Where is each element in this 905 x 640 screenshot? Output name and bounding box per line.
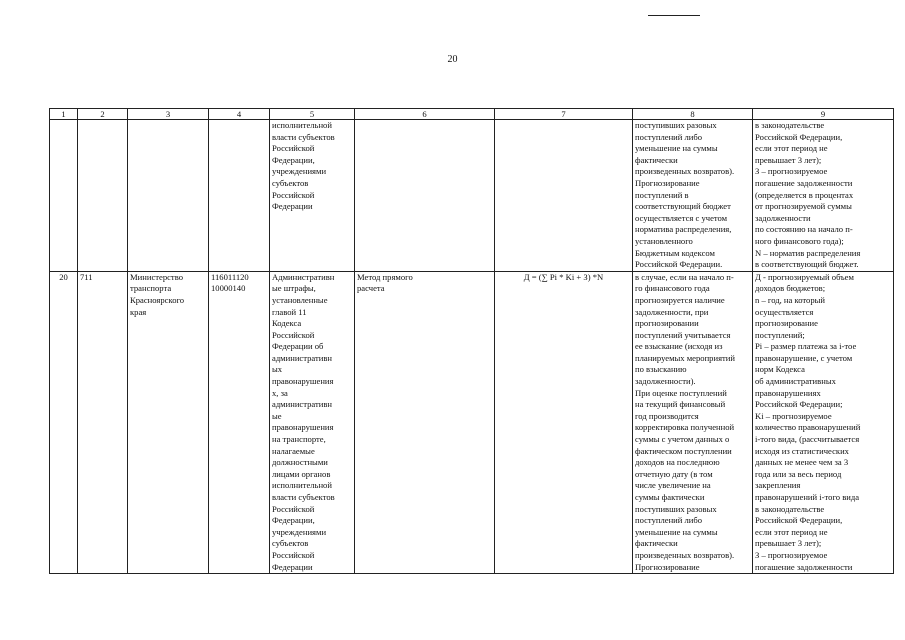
cell-kbk (209, 120, 270, 272)
cell-administrator (128, 120, 209, 272)
cell-income-name: исполнительной власти субъектов Российской Федерации, учреждениями субъектов Российской Федерации (270, 120, 355, 272)
column-header: 3 (128, 109, 209, 120)
cell-kbk: 116011120 10000140 (209, 271, 270, 573)
column-header: 8 (633, 109, 753, 120)
column-header: 6 (355, 109, 495, 120)
cell-income-name: Административн ые штрафы, установленные главой 11 Кодекса Российской Федерации об административн ых правонарушения х, за административн ые правонарушения на транспорте, налагаемые должностными лицами органов исполнительной власти субъектов Российской Федерации, учреждениями субъектов Российской Федерации (270, 271, 355, 573)
table-row (50, 271, 894, 573)
column-header: 4 (209, 109, 270, 120)
cell-number: 20 (50, 271, 78, 573)
data-table (49, 108, 894, 574)
column-header: 7 (495, 109, 633, 120)
column-header: 5 (270, 109, 355, 120)
cell-indicators: в законодательстве Российской Федерации, если этот период не превышает 3 лет); З – прогнозируемое погашение задолженности (определяется в процентах от прогнозируемой суммы задолженности по состоянию на начало п- ного финансового года); N – норматив распределения в соответствующий бюджет. (753, 120, 894, 272)
column-header: 9 (753, 109, 894, 120)
header-rule (648, 15, 700, 16)
cell-administrator: Министерство транспорта Красноярского края (128, 271, 209, 573)
cell-formula (495, 120, 633, 272)
cell-formula: Д = (∑ Pi * Ki + З) *N (495, 271, 633, 573)
cell-number (50, 120, 78, 272)
cell-method (355, 120, 495, 272)
cell-code (78, 120, 128, 272)
header-row (50, 109, 894, 120)
column-header: 2 (78, 109, 128, 120)
cell-code: 711 (78, 271, 128, 573)
cell-algorithm: поступивших разовых поступлений либо уменьшение на суммы фактически произведенных возвратов). Прогнозирование поступлений в соответствующий бюджет осуществляется с учетом норматива распределения, установленного Бюджетным кодексом Российской Федерации. (633, 120, 753, 272)
cell-indicators: Д - прогнозируемый объем доходов бюджетов; n – год, на который осуществляется прогнозирование поступлений; Pi – размер платежа за i-тое правонарушение, с учетом норм Кодекса об административных правонарушениях Российской Федерации; Ki – прогнозируемое количество правонарушений i-того вида, (рассчитывается исходя из статистических данных не менее чем за 3 года или за весь период закрепления правонарушений i-того вида в законодательстве Российской Федерации, если этот период не превышает 3 лет); З – прогнозируемое погашение задолженности (753, 271, 894, 573)
cell-method: Метод прямого расчета (355, 271, 495, 573)
page-number: 20 (447, 54, 458, 65)
cell-algorithm: в случае, если на начало п- го финансового года прогнозируется наличие задолженности, при прогнозировании поступлений учитывается ее взыскание (исходя из планируемых мероприятий по взысканию задолженности). При оценке поступлений на текущий финансовый год производится корректировка полученной суммы с учетом данных о фактическом поступлении доходов на последнюю отчетную дату (в том числе увеличение на суммы фактически поступивших разовых поступлений либо уменьшение на суммы фактически произведенных возвратов). Прогнозирование (633, 271, 753, 573)
column-header: 1 (50, 109, 78, 120)
table-row (50, 120, 894, 272)
